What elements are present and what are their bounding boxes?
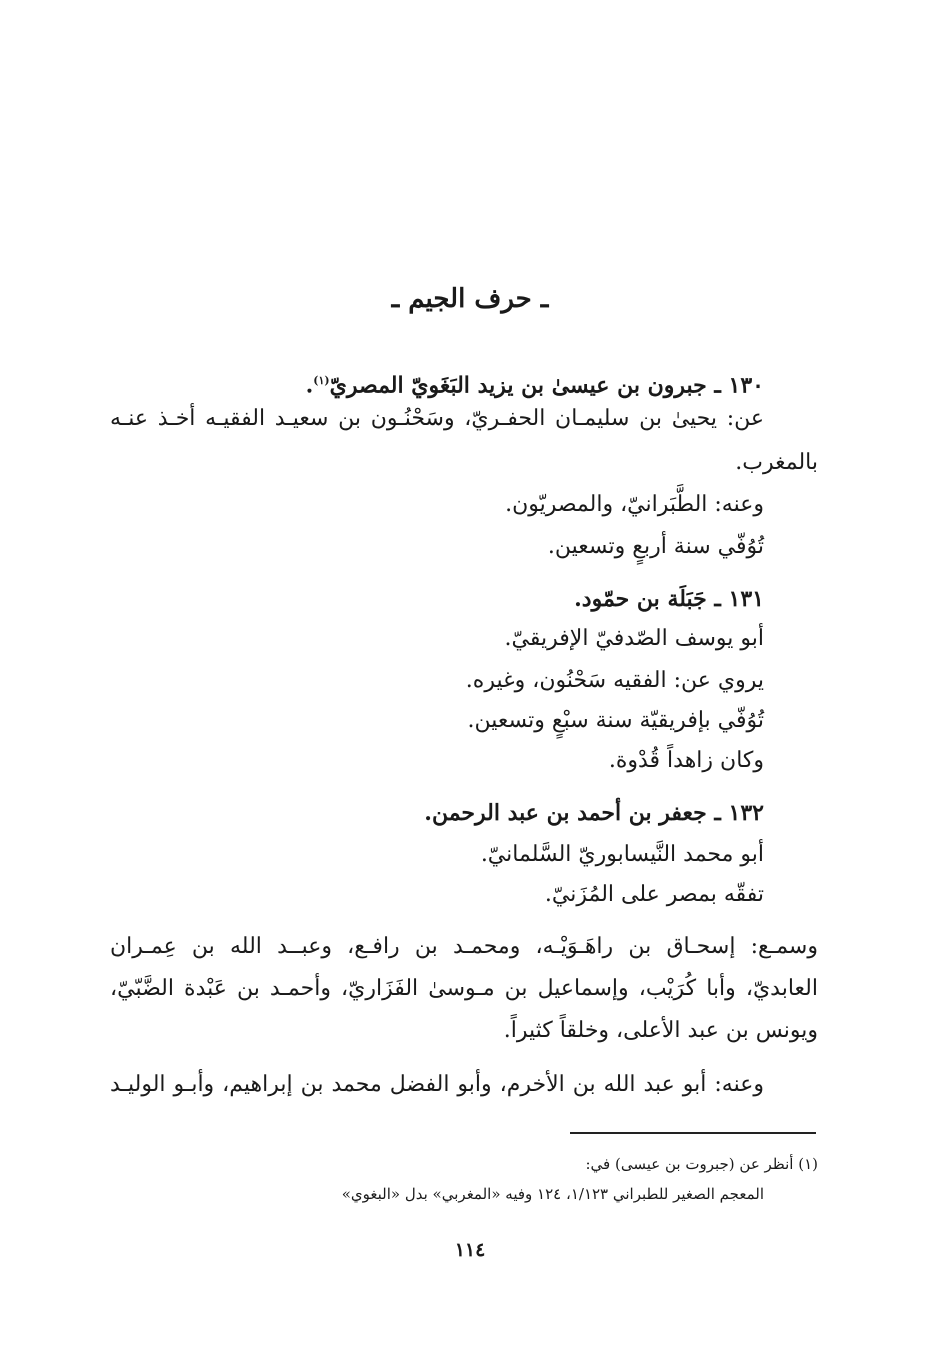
entry-line: وسمـع: إسحـاق بن راهَـوَيْـه، ومحمـد بن رافـع، وعبــد الله بن عِمـران	[110, 934, 818, 959]
entry-title-132: ١٣٢ ـ جعفر بن أحمد بن عبد الرحمن.	[424, 800, 764, 826]
entry-line: ويونس بن عبد الأعلى، وخلقاً كثيراً.	[503, 1018, 818, 1043]
entry-title-text: ١٣٠ ـ جبرون بن عيسىٰ بن يزيد البَغَويّ المصريّ	[329, 372, 764, 399]
footnote-ref: (١)	[313, 374, 330, 387]
entry-title-131: ١٣١ ـ جَبَلَة بن حمّود.	[574, 586, 764, 612]
page-number: ١١٤	[454, 1239, 486, 1261]
entry-line: العابديّ، وأبا كُرَيْب، وإسماعيل بن مـوسىٰ الفَزَاريّ، وأحمـد بن عَبْدة الضَّبّيّ،	[110, 976, 818, 1001]
entry-title-period: .	[305, 372, 314, 399]
entry-line: يروي عن: الفقيه سَحْنُون، وغيره.	[465, 668, 764, 693]
entry-line: عن: يحيىٰ بن سليمـان الحفـريّ، وسَحْنُـون بن سعيـد الفقيـه أخـذ عنـه	[110, 406, 764, 431]
entry-line: تُوُفّي بإفريقيّة سنة سبْعٍ وتسعين.	[467, 708, 764, 733]
entry-line: أبو يوسف الصّدفيّ الإفريقيّ.	[504, 626, 764, 651]
footnote-line: (١) أنظر عن (جبروت بن عيسى) في:	[585, 1155, 818, 1173]
entry-line: وكان زاهداً قُدْوة.	[608, 748, 764, 773]
entry-line: بالمغرب.	[735, 450, 818, 475]
entry-line: وعنه: أبو عبد الله بن الأخرم، وأبو الفضل محمد بن إبراهيم، وأبـو الوليـد	[110, 1072, 764, 1097]
entry-line: تفقّه بمصر على المُزَنيّ.	[544, 882, 764, 907]
entry-line: أبو محمد النَّيسابوريّ السَّلمانيّ.	[480, 842, 764, 867]
entry-line: وعنه: الطَّبَرانيّ، والمصريّون.	[505, 492, 764, 517]
entry-title-130	[306, 366, 764, 400]
footnote-divider	[570, 1132, 816, 1134]
footnote-line: المعجم الصغير للطبراني ١/١٢٣، ١٢٤ وفيه «المغربي» بدل «البغوي»	[341, 1185, 764, 1203]
entry-line: تُوُفّي سنة أربعٍ وتسعين.	[547, 534, 764, 559]
chapter-heading: ـ حرف الجيم ـ	[391, 284, 549, 314]
